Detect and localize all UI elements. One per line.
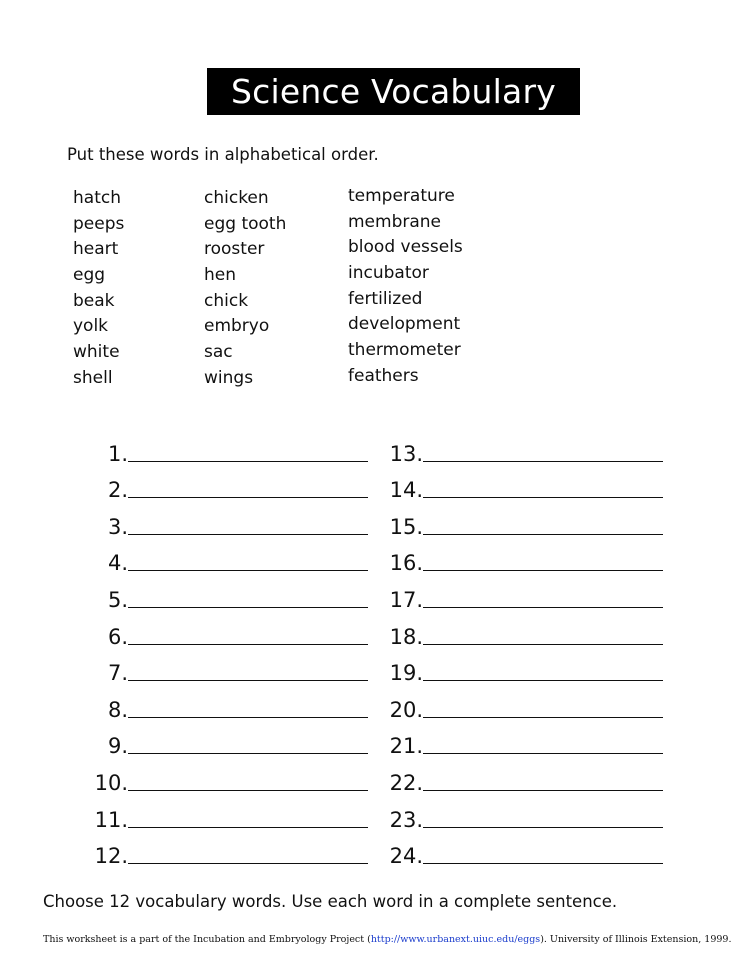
answer-blank-line[interactable] [423, 753, 663, 754]
answer-blank-line[interactable] [423, 863, 663, 864]
word-column-2 [204, 186, 286, 392]
answer-number: 7. [107, 661, 128, 686]
worksheet-title: Science Vocabulary [207, 68, 580, 115]
answer-number: 23. [389, 807, 423, 832]
vocab-word: development [348, 314, 461, 335]
vocab-word: temperature [348, 186, 455, 206]
answer-blank-line[interactable] [423, 497, 663, 498]
answer-number: 11. [94, 807, 128, 832]
answer-row [0, 833, 423, 870]
answer-number: 18. [389, 624, 423, 649]
footer-suffix: ). University of Illinois Extension, 1999. [540, 934, 732, 945]
answer-blank-line[interactable] [423, 790, 663, 791]
answer-row [0, 576, 423, 613]
answer-blank-line[interactable] [423, 461, 663, 462]
vocab-word: fertilized [348, 288, 423, 309]
answer-row [0, 796, 423, 833]
footer-prefix: This worksheet is a part of the Incubation and Embryology Project ( [43, 934, 371, 945]
answer-number: 5. [107, 587, 128, 612]
answer-row [0, 650, 423, 687]
vocab-word: white [73, 342, 120, 363]
vocab-word: peeps [73, 213, 125, 234]
vocab-word: blood vessels [348, 237, 463, 258]
sentence-instructions: Choose 12 vocabulary words. Use each word in a complete sentence. [43, 892, 618, 911]
vocab-word: chick [204, 290, 249, 311]
vocab-word: membrane [348, 211, 442, 232]
answer-row [0, 686, 423, 723]
answer-blank-line[interactable] [423, 827, 663, 828]
answer-blank-line[interactable] [423, 644, 663, 645]
word-column-3 [348, 184, 463, 390]
answer-column-right [0, 430, 423, 869]
answer-number: 6. [107, 624, 128, 649]
answer-row [0, 723, 423, 760]
answer-number: 12. [94, 844, 128, 869]
vocab-word: sac [204, 342, 233, 363]
answer-number: 2. [107, 478, 128, 503]
vocab-word: egg tooth [204, 213, 287, 234]
answer-number: 15. [389, 514, 423, 539]
answer-row [0, 613, 423, 650]
vocab-word: yolk [73, 316, 109, 337]
answer-number: 17. [389, 587, 423, 612]
answer-number: 16. [389, 551, 423, 576]
vocab-word: embryo [204, 316, 270, 337]
answer-number: 14. [389, 478, 423, 503]
answer-number: 13. [389, 441, 423, 466]
vocab-word: thermometer [348, 340, 461, 361]
answer-row [0, 467, 423, 504]
alphabetical-instructions: Put these words in alphabetical order. [67, 145, 379, 164]
answer-number: 19. [389, 661, 423, 686]
answer-number: 9. [107, 734, 128, 759]
answer-number: 21. [389, 734, 423, 759]
answer-row [0, 759, 423, 796]
answer-blank-line[interactable] [423, 607, 663, 608]
vocab-word: heart [73, 239, 119, 260]
word-column-1 [73, 186, 124, 392]
answer-row [0, 503, 423, 540]
answer-number: 20. [389, 697, 423, 722]
answer-number: 24. [389, 844, 423, 869]
vocab-word: beak [73, 290, 115, 311]
answer-blank-line[interactable] [423, 717, 663, 718]
answer-row [0, 540, 423, 577]
answer-number: 3. [107, 514, 128, 539]
vocab-word: shell [73, 367, 113, 388]
answer-number: 10. [94, 770, 128, 795]
answer-number: 4. [107, 551, 128, 576]
vocab-word: chicken [204, 188, 269, 208]
footer-url-link[interactable]: http://www.urbanext.uiuc.edu/eggs [370, 934, 541, 945]
answer-blank-line[interactable] [423, 680, 663, 681]
answer-number: 22. [389, 770, 423, 795]
answer-number: 8. [107, 697, 128, 722]
vocab-word: feathers [348, 365, 419, 386]
answer-number: 1. [107, 441, 128, 466]
vocab-word: hatch [73, 188, 121, 208]
vocab-word: hen [204, 265, 237, 286]
vocab-word: egg [73, 265, 106, 286]
vocab-word: incubator [348, 263, 429, 284]
answer-blank-line[interactable] [423, 534, 663, 535]
vocab-word: rooster [204, 239, 265, 260]
vocab-word: wings [204, 367, 254, 388]
answer-row [0, 430, 423, 467]
answer-blank-line[interactable] [423, 570, 663, 571]
footer-credit [43, 934, 731, 945]
